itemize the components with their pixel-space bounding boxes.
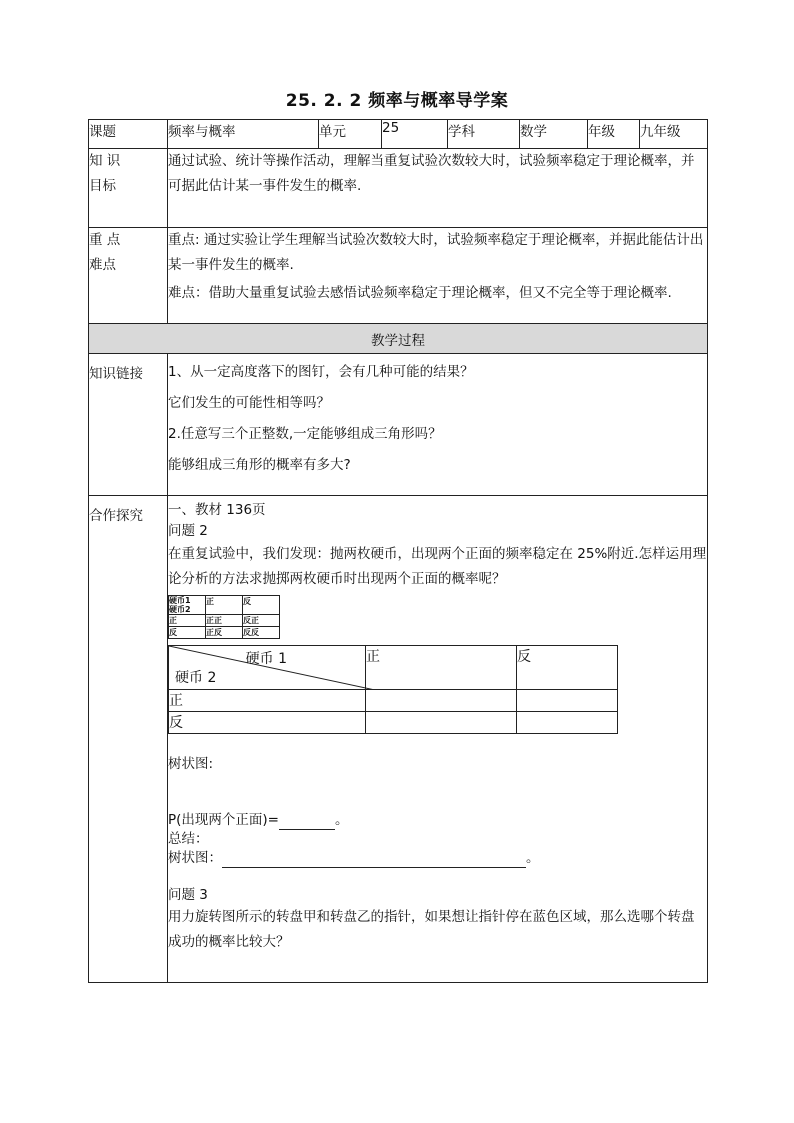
mini-row-zheng: 正 (169, 615, 206, 627)
goals-label-line2: 目标 (89, 178, 116, 194)
coin-cell-zz (366, 690, 517, 712)
coin1-label: 硬币 1 (245, 651, 287, 667)
coin2-label: 硬币 2 (175, 670, 217, 686)
goals-label-line1: 知 识 (89, 153, 121, 169)
coin-row-zheng: 正 (169, 690, 366, 712)
key-points-label (89, 228, 168, 324)
knowledge-q2: 2.任意写三个正整数,一定能够组成三角形吗？ (168, 426, 442, 442)
problem2-text: 在重复试验中，我们发现：抛两枚硬币，出现两个正面的频率稳定在 25%附近.怎样运用理论分析的方法求抛掷两枚硬币时出现两个正面的概率呢？ (168, 546, 707, 587)
coin-col-zheng: 正 (366, 646, 517, 690)
explore-label: 合作探究 (89, 496, 168, 983)
coin-cell-ff (517, 712, 618, 734)
coin-cell-fz (366, 712, 517, 734)
knowledge-q1b: 它们发生的可能性相等吗？ (168, 395, 330, 411)
tree-summary-suffix: 。 (526, 850, 540, 866)
page-title: 25. 2. 2 频率与概率导学案 (285, 91, 509, 111)
explore-section1: 一、教材 136页 (168, 502, 266, 518)
tree-label: 树状图: (168, 756, 214, 772)
mini-h1: 硬币1 (169, 596, 191, 605)
nian-ji-label: 年级 (588, 120, 640, 149)
mini-r2c1: 正反 (206, 627, 243, 639)
key-points-label-line1: 重 点 (89, 232, 121, 248)
process-header: 教学过程 (89, 324, 708, 354)
problem3-text: 用力旋转图所示的转盘甲和转盘乙的指针，如果想让指针停在蓝色区域，那么选哪个转盘成功的概率比较大？ (168, 909, 695, 950)
nian-ji-value: 九年级 (640, 120, 708, 149)
coin-table (168, 645, 618, 734)
mini-r2c2: 反反 (243, 627, 280, 639)
tree-summary-blank (222, 867, 526, 868)
ke-ti-label: 课题 (89, 120, 168, 149)
header-row (89, 120, 708, 149)
explore-content (168, 496, 708, 983)
tree-summary-prefix: 树状图： (168, 850, 222, 866)
coin-mini-table (168, 595, 280, 639)
mini-row-fan: 反 (169, 627, 206, 639)
goals-label (89, 149, 168, 228)
coin-col-fan: 反 (517, 646, 618, 690)
lesson-plan-table (88, 119, 708, 983)
xue-ke-value: 数学 (520, 120, 588, 149)
ke-ti-value: 频率与概率 (168, 120, 319, 149)
probability-blank (279, 829, 335, 830)
probability-line (168, 811, 707, 830)
process-header-row (89, 324, 708, 354)
knowledge-q1: 1、从一定高度落下的图钉，会有几种可能的结果？ (168, 364, 474, 380)
knowledge-q2b: 能够组成三角形的概率有多大? (168, 457, 351, 473)
coin-cell-zf (517, 690, 618, 712)
key-points-content (168, 228, 708, 324)
explore-row (89, 496, 708, 983)
summary-label: 总结： (168, 831, 209, 847)
problem3-title: 问题 3 (168, 887, 208, 903)
knowledge-link-label: 知识链接 (89, 354, 168, 496)
mini-col-zheng: 正 (206, 596, 243, 615)
zhong-dian-text: 重点: 通过实验让学生理解当试验次数较大时，试验频率稳定于理论概率，并据此能估计出某一事件发生的概率. (168, 232, 704, 273)
xue-ke-label: 学科 (448, 120, 520, 149)
mini-h2: 硬币2 (169, 605, 191, 614)
mini-r1c2: 反正 (243, 615, 280, 627)
tree-summary-line (168, 849, 707, 868)
mini-col-fan: 反 (243, 596, 280, 615)
goals-row (89, 149, 708, 228)
goals-text: 通过试验、统计等操作活动，理解当重复试验次数较大时，试验频率稳定于理论概率，并可据此估计某一事件发生的概率. (168, 149, 708, 228)
dan-yuan-value: 25 (382, 120, 448, 149)
coin-diagonal-header (169, 646, 366, 690)
mini-r1c1: 正正 (206, 615, 243, 627)
key-points-row (89, 228, 708, 324)
nan-dian-text: 难点：借助大量重复试验去感悟试验频率稳定于理论概率，但又不完全等于理论概率. (168, 285, 672, 301)
dan-yuan-label: 单元 (319, 120, 382, 149)
knowledge-link-content (168, 354, 708, 496)
key-points-label-line2: 难点 (89, 257, 116, 273)
mini-header-cell (169, 596, 206, 615)
problem2-title: 问题 2 (168, 523, 208, 539)
probability-suffix: 。 (335, 812, 349, 828)
coin-row-fan: 反 (169, 712, 366, 734)
probability-prefix: P(出现两个正面)= (168, 812, 279, 828)
knowledge-link-row (89, 354, 708, 496)
